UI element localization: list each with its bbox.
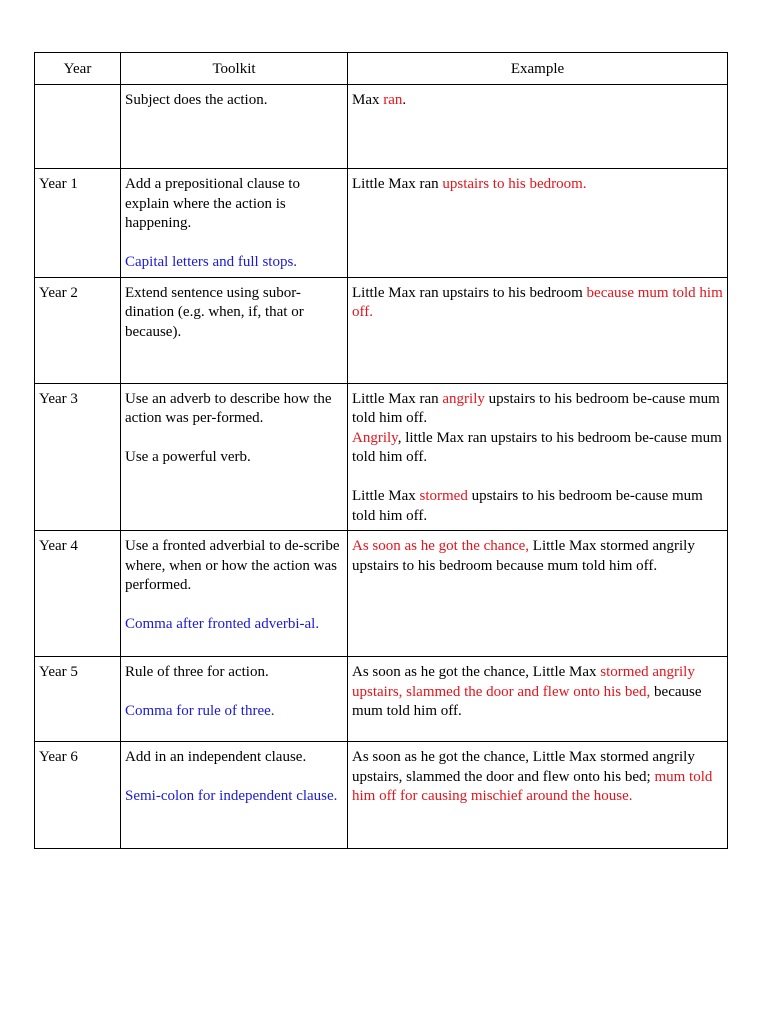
toolkit-text: Extend sentence using subor-dination (e.g. when, if, that or because). <box>125 284 304 340</box>
table-row <box>35 742 728 849</box>
toolkit-text: Use a fronted adverbial to de-scribe where, when or how the action was performed. <box>125 538 340 593</box>
toolkit-cell <box>121 383 348 531</box>
toolkit-text: Subject does the action. <box>125 92 268 108</box>
highlighted-phrase: As soon as he got the chance, <box>352 538 530 554</box>
sentence-toolkit-table <box>34 52 728 849</box>
table-row <box>35 85 728 169</box>
punctuation-tip: Capital letters and full stops. <box>125 254 298 270</box>
paragraph-gap <box>125 596 343 616</box>
paragraph-gap <box>125 234 343 254</box>
header-toolkit: Toolkit <box>121 53 348 85</box>
example-cell <box>348 742 728 849</box>
example-cell <box>348 169 728 278</box>
paragraph-gap <box>125 768 343 788</box>
table-row <box>35 657 728 742</box>
punctuation-tip: Comma for rule of three. <box>125 703 275 719</box>
example-cell <box>348 383 728 531</box>
sentence-text: , little Max ran upstairs to his bedroom be-cause mum told him off. <box>352 429 722 465</box>
sentence-text: Max <box>352 92 384 108</box>
paragraph-gap <box>125 429 343 449</box>
sentence-text: As soon as he got the chance, Little Max stormed angrily upstairs, slammed the door and flew onto his bed; <box>352 749 695 785</box>
highlighted-phrase: angrily <box>442 390 485 407</box>
toolkit-text: Add a prepositional clause to explain where the action is happening. <box>125 176 300 231</box>
sentence-text: Little Max ran <box>352 176 443 192</box>
example-cell <box>348 277 728 383</box>
paragraph-gap <box>125 683 343 703</box>
highlighted-phrase: stormed angrily upstairs, slammed the door and flew onto his bed, <box>352 664 695 700</box>
sentence-text: because mum told him off. <box>352 683 702 719</box>
highlighted-phrase: Angrily <box>352 429 398 446</box>
highlighted-phrase: ran <box>383 92 403 108</box>
example-sentence <box>352 429 723 468</box>
example-sentence <box>352 91 723 111</box>
table-row <box>35 531 728 657</box>
example-sentence <box>352 748 723 807</box>
toolkit-text: Rule of three for action. <box>125 664 269 680</box>
example-cell <box>348 531 728 657</box>
sentence-text: As soon as he got the chance, Little Max <box>352 664 601 680</box>
sentence-text: upstairs to his bedroom be-cause mum told him off. <box>352 488 703 524</box>
example-sentence <box>352 663 723 722</box>
sentence-text: upstairs to his bedroom be-cause mum told him off. <box>352 390 720 426</box>
sentence-text: Little Max stormed angrily upstairs to his bedroom because mum told him off. <box>352 538 695 574</box>
toolkit-cell <box>121 531 348 657</box>
year-cell: Year 4 <box>35 531 121 657</box>
header-example: Example <box>348 53 728 85</box>
example-cell <box>348 657 728 742</box>
year-cell: Year 1 <box>35 169 121 278</box>
example-cell <box>348 85 728 169</box>
toolkit-cell <box>121 169 348 278</box>
example-sentence <box>352 487 723 526</box>
toolkit-cell <box>121 85 348 169</box>
highlighted-phrase: because mum told him off. <box>352 284 723 320</box>
highlighted-phrase: stormed <box>419 488 468 504</box>
toolkit-text: Add in an independent clause. <box>125 749 307 765</box>
year-cell: Year 6 <box>35 742 121 849</box>
highlighted-phrase: mum told him off for causing mischief around the house. <box>352 768 713 804</box>
highlighted-phrase: upstairs to his bedroom. <box>442 176 587 192</box>
year-cell: Year 2 <box>35 277 121 383</box>
toolkit-cell <box>121 277 348 383</box>
paragraph-gap <box>352 468 723 488</box>
year-cell: Year 3 <box>35 383 121 531</box>
header-row <box>35 53 728 85</box>
sentence-text: Little Max ran <box>352 390 443 407</box>
table-row <box>35 277 728 383</box>
table-row <box>35 383 728 531</box>
example-sentence <box>352 284 723 323</box>
toolkit-cell <box>121 742 348 849</box>
example-sentence <box>352 390 723 429</box>
example-sentence <box>352 175 723 195</box>
year-cell: Year 5 <box>35 657 121 742</box>
sentence-text: Little Max <box>352 488 420 504</box>
toolkit-cell <box>121 657 348 742</box>
toolkit-text: Use a powerful verb. <box>125 449 251 465</box>
toolkit-text: Use an adverb to describe how the action was per-formed. <box>125 390 332 426</box>
punctuation-tip: Semi-colon for independent clause. <box>125 788 338 804</box>
year-cell <box>35 85 121 169</box>
sentence-text: Little Max ran upstairs to his bedroom <box>352 284 587 301</box>
example-sentence <box>352 537 723 576</box>
table-row <box>35 169 728 278</box>
header-year: Year <box>35 53 121 85</box>
punctuation-tip: Comma after fronted adverbi-al. <box>125 616 320 632</box>
sentence-text: . <box>402 92 407 108</box>
